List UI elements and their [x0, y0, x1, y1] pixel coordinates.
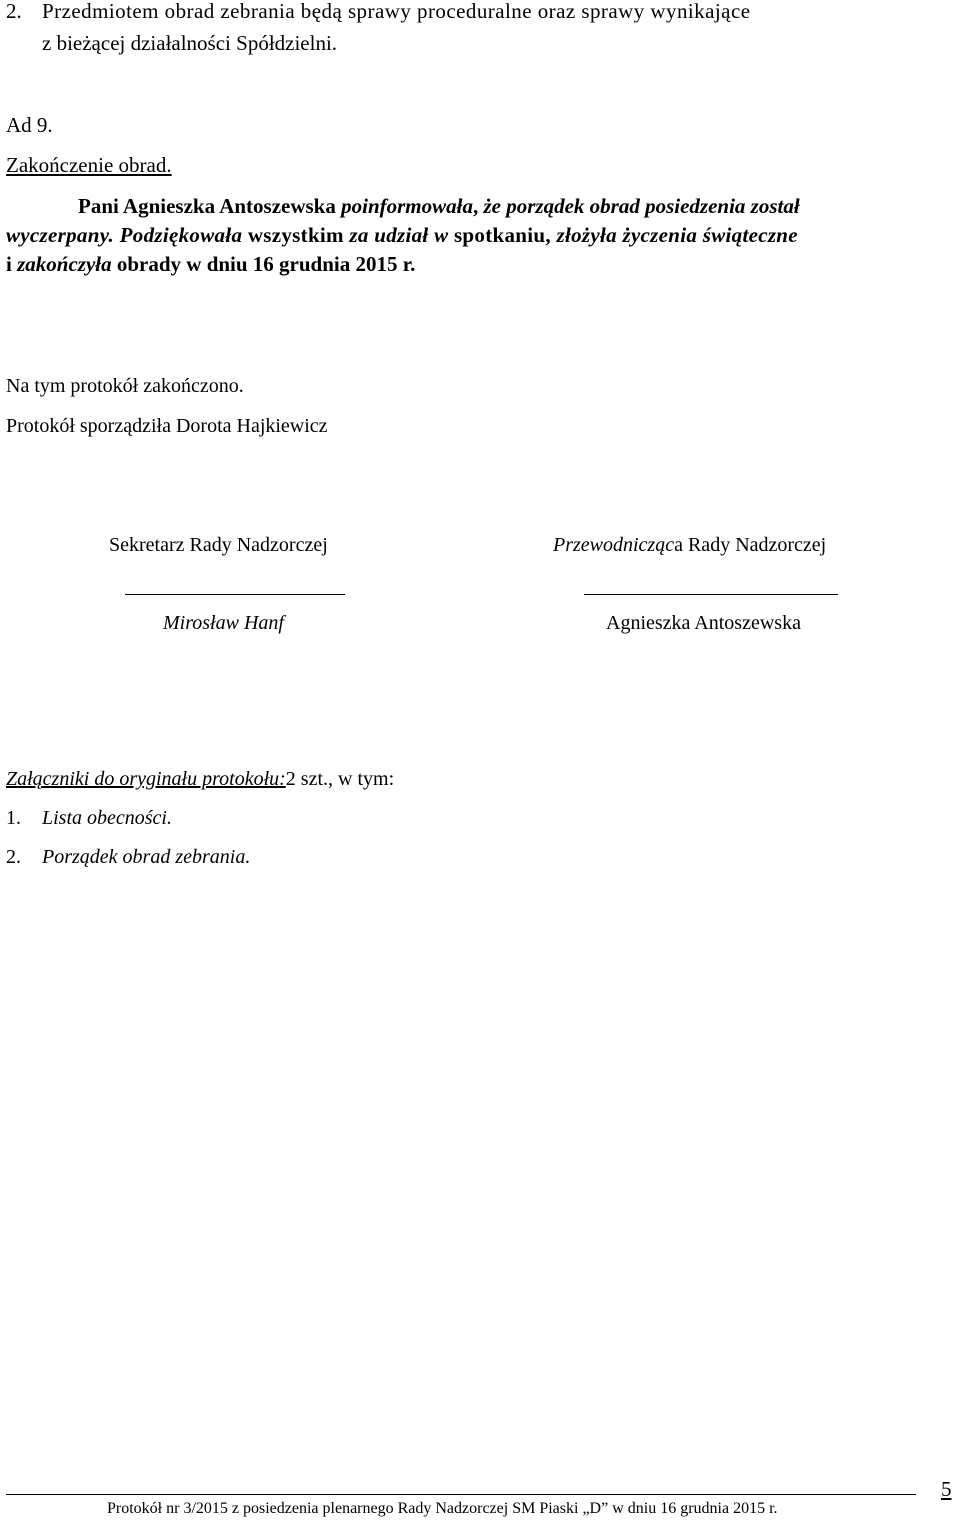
attachments-header	[6, 766, 394, 792]
ad9-l2-d: wszystkim	[242, 223, 350, 247]
ad9-l3-b: zakończyła	[17, 252, 112, 276]
ad9-l1-a: Pani Agnieszka Antoszewska	[78, 194, 342, 218]
right-title-a: Przewodnicząc	[553, 534, 675, 556]
ad9-l3-c: obrady w dniu 16 grudnia 2015 r.	[111, 252, 416, 276]
item-2-number: 2.	[6, 0, 22, 23]
ad9-l1-c: ,	[472, 194, 484, 218]
ad9-l1-b: poinformowała	[341, 194, 473, 218]
item-2-line-2: z bieżącej działalności Spółdzielni.	[42, 31, 338, 55]
attachment-item	[6, 805, 21, 831]
left-signature-name: Mirosław Hanf	[163, 612, 284, 634]
ad9-l2-c: Podziękowała	[119, 223, 243, 247]
ad9-l2-g: złożyła życzenia świąteczne	[556, 223, 798, 247]
ad9-paragraph-line-3	[6, 251, 415, 277]
attachment-item-number: 1.	[6, 807, 21, 829]
right-signature-name: Agnieszka Antoszewska	[606, 612, 801, 634]
attachment-item-text: Lista obecności.	[42, 807, 172, 829]
ad9-l2-e: za udział w	[349, 223, 449, 247]
item-2-line-1: Przedmiotem obrad zebrania będą sprawy proceduralne oraz sprawy wynikające	[42, 0, 751, 23]
closing-line-1: Na tym protokół zakończono.	[6, 375, 244, 397]
attachments-count: 2 szt., w tym:	[285, 768, 395, 790]
ad9-paragraph-line-2	[6, 222, 798, 248]
attachment-item-text: Porządek obrad zebrania.	[42, 846, 251, 868]
ad9-l2-f: spotkaniu,	[448, 223, 557, 247]
closing-line-2: Protokół sporządziła Dorota Hajkiewicz	[6, 415, 328, 437]
ad9-l3-a: i	[6, 252, 18, 276]
page-number: 5	[941, 1477, 952, 1501]
left-signature-title: Sekretarz Rady Nadzorczej	[109, 534, 328, 556]
ad9-subheading: Zakończenie obrad.	[6, 153, 172, 177]
ad9-l2-a: wyczerpany.	[6, 223, 115, 247]
right-signature-line	[584, 594, 838, 595]
ad9-l1-d: że porządek obrad posiedzenia został	[483, 194, 800, 218]
attachments-label: Załączniki do oryginału protokołu:	[6, 768, 286, 790]
attachment-item	[6, 844, 21, 870]
footer-text: Protokół nr 3/2015 z posiedzenia plenarnego Rady Nadzorczej SM Piaski „D” w dniu 16 grudnia 2015 r.	[107, 1500, 778, 1517]
ad9-paragraph-line-1	[78, 193, 800, 219]
footer-rule	[6, 1494, 916, 1495]
right-title-b: a Rady Nadzorczej	[674, 534, 827, 556]
right-signature-title	[553, 532, 826, 558]
attachment-item-number: 2.	[6, 846, 21, 868]
ad9-heading: Ad 9.	[6, 113, 53, 137]
left-signature-line	[125, 594, 345, 595]
